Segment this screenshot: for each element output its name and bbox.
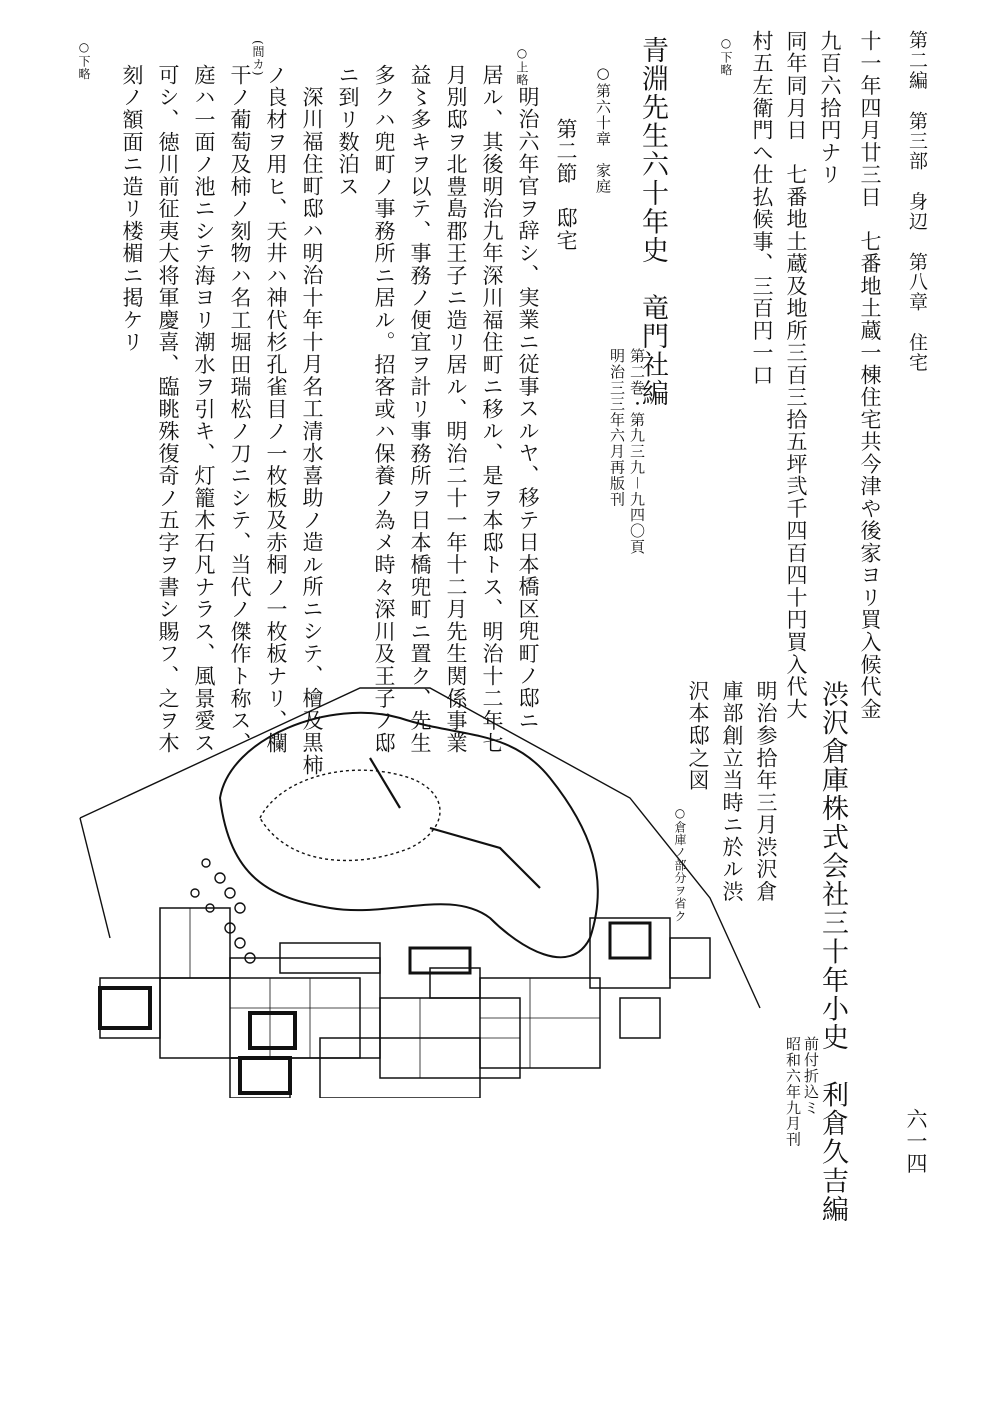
pond-island: [260, 770, 440, 860]
seien-body-line-5: 多クハ兜町ノ事務所ニ居ル。招客或ハ保養ノ為メ時々深川及王子ノ邸: [372, 64, 396, 755]
seien-citation-1: 第二巻・第九三九－九四〇頁: [628, 348, 646, 555]
seien-body-line-2: 居ル、其後明治九年深川福住町ニ移ル、是ヲ本邸トス、明治十二年七: [480, 64, 504, 755]
storehouse-west: [100, 988, 150, 1028]
seien-omit-top: ○上略: [515, 46, 529, 87]
seien-body-line-6: ニ到リ数泊ス: [336, 64, 360, 198]
seien-title: 青淵先生六十年史 竜門社編: [637, 36, 668, 409]
soko-caption-2: 庫部創立当時ニ於ル渋: [720, 680, 744, 903]
seien-chapter: ○第六十章 家庭: [594, 64, 612, 195]
seien-section: 第二節 邸宅: [554, 118, 578, 252]
soko-caption-note: ○倉庫ノ部分ヲ省ク: [673, 806, 687, 923]
main-house: [100, 908, 710, 1098]
upper-line-3: 同年同月日 七番地土蔵及地所三百三拾五坪弐千四百四十円買入代大: [784, 30, 808, 721]
seien-body-line-10: 庭ハ一面ノ池ニシテ海ヨリ潮水ヲ引キ、灯籠木石凡ナラス、風景愛ス: [192, 64, 216, 755]
property-boundary: [80, 688, 760, 1008]
seien-body-line-8: ノ良材ヲ用ヒ、天井ハ神代杉孔雀目ノ一枚板及赤桐ノ一枚板ナリ、欄: [264, 64, 288, 755]
seien-body-line-9: 干ノ葡萄及柿ノ刻物ハ名工堀田瑞松ノ刀ニシテ、当代ノ傑作ト称ス、: [228, 64, 252, 755]
seien-omit-bottom: ○下略: [77, 40, 91, 81]
storehouse-east: [610, 923, 650, 958]
upper-line-4: 村五左衛門へ仕払候事、三百円一口: [750, 30, 774, 387]
seien-body-line-12: 刻ノ額面ニ造リ楼楣ニ掲ケリ: [120, 64, 144, 354]
storehouse-south: [240, 1058, 290, 1093]
upper-line-2: 九百六拾円ナリ: [818, 30, 842, 186]
soko-caption-1: 明治参拾年三月渋沢倉: [754, 680, 778, 903]
seien-body-line-4: 益〻多キヲ以テ、事務ノ便宜ヲ計リ事務所ヲ日本橋兜町ニ置ク、先生: [408, 64, 432, 755]
seien-annotation: (間カ): [251, 40, 265, 77]
floor-plan-drawing: [70, 678, 770, 1098]
seien-body-line-11: 可シ、徳川前征夷大将軍慶喜、臨眺殊復奇ノ五字ヲ書シ賜フ、之ヲ木: [156, 64, 180, 755]
soko-citation-1: 前付折込ミ: [802, 1036, 820, 1116]
soko-title: 渋沢倉庫株式会社三十年小史 利倉久吉編: [817, 680, 848, 1224]
soko-caption-3: 沢本邸之図: [686, 680, 710, 792]
seien-body-line-3: 月別邸ヲ北豊島郡王子ニ造リ居ル、明治二十一年十二月先生関係事業: [444, 64, 468, 755]
soko-citation-2: 昭和六年九月刊: [784, 1036, 802, 1148]
stepping-stones: [191, 859, 255, 963]
seien-citation-2: 明治三三年六月再版刊: [608, 348, 626, 507]
residence-floor-plan: [70, 678, 770, 1098]
storehouse-center: [250, 1013, 295, 1048]
seien-body-line-1: 明治六年官ヲ辞シ、実業ニ従事スルヤ、移テ日本橋区兜町ノ邸ニ: [516, 86, 540, 732]
page-number: 六一四: [904, 1108, 928, 1175]
garden-bridge: [430, 828, 540, 888]
upper-omit-mark: ○下略: [719, 36, 733, 77]
seien-body-line-7: 深川福住町邸ハ明治十年十月名工清水喜助ノ造ル所ニシテ、檜及黒柿: [300, 86, 324, 777]
upper-line-1: 十一年四月廿三日 七番地土蔵一棟住宅共今津や後家ヨリ買入候代金: [858, 30, 882, 721]
running-header: 第二編 第三部 身辺 第八章 住宅: [906, 30, 928, 373]
